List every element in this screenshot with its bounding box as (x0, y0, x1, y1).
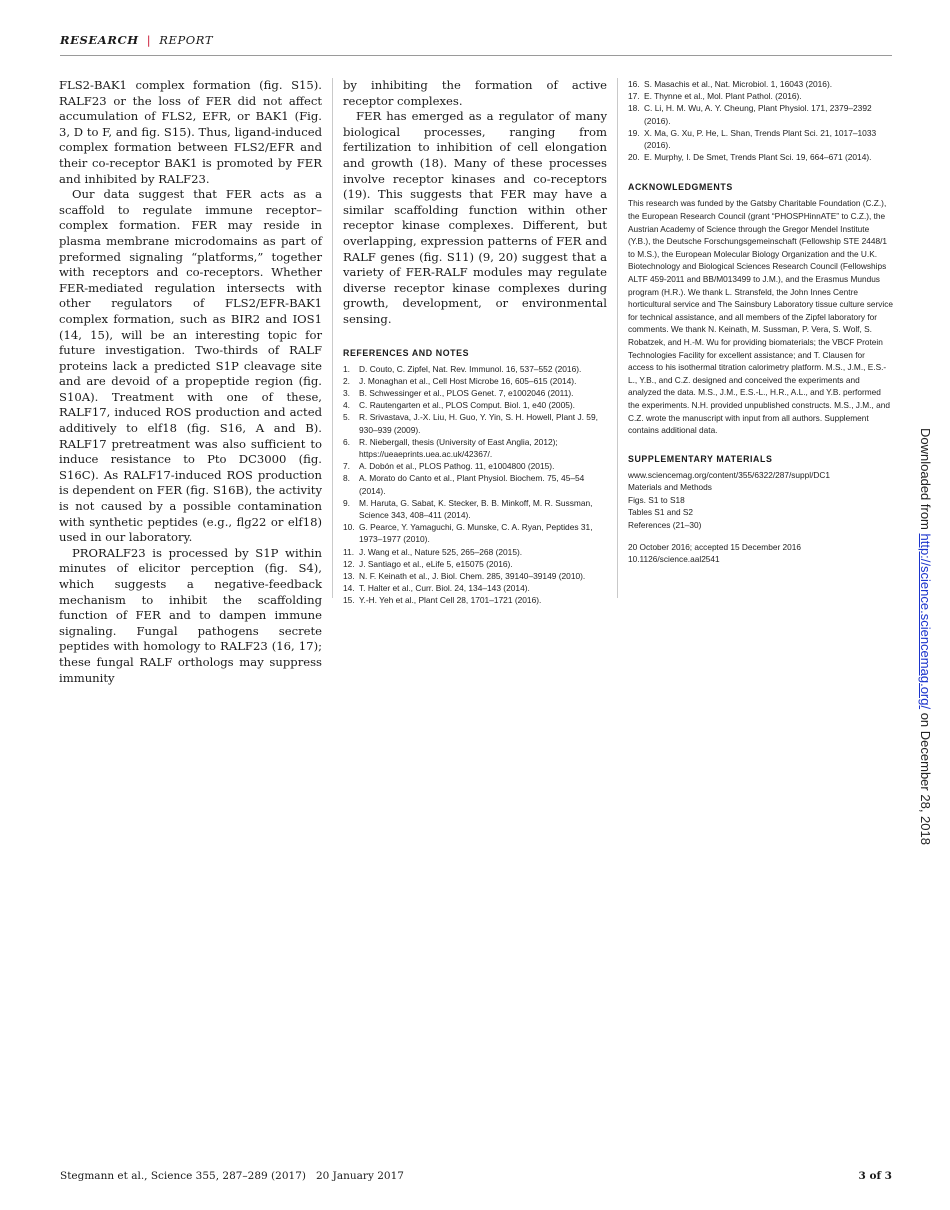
references-list (343, 363, 607, 607)
supplementary-line: Materials and Methods (628, 482, 712, 493)
page-footer (60, 1170, 892, 1182)
header-separator: | (146, 33, 152, 47)
reference-text: T. Halter et al., Curr. Biol. 24, 134–143 (2014). (359, 583, 530, 594)
footer-citation: Stegmann et al., Science 355, 287–289 (2017) (60, 1170, 306, 1182)
running-header (60, 33, 892, 56)
reference-number: 6. (343, 436, 350, 447)
reference-text: C. Rautengarten et al., PLOS Comput. Biol. 1, e40 (2005). (359, 400, 576, 411)
reference-number: 20. (628, 152, 640, 163)
reference-item (343, 399, 607, 411)
reference-number: 5. (343, 412, 350, 423)
reference-text: E. Murphy, I. De Smet, Trends Plant Sci. 19, 664–671 (2014). (644, 152, 872, 163)
reference-text: G. Pearce, Y. Yamaguchi, G. Munske, C. A. Ryan, Peptides 31, 1973–1977 (2010). (359, 522, 593, 545)
references-heading: REFERENCES AND NOTES (343, 347, 470, 358)
reference-text: R. Srivastava, J.-X. Liu, H. Guo, Y. Yin, S. H. Howell, Plant J. 59, 930–939 (2009). (359, 412, 598, 435)
reference-text: D. Couto, C. Zipfel, Nat. Rev. Immunol. 16, 537–552 (2016). (359, 363, 582, 374)
reference-text: B. Schwessinger et al., PLOS Genet. 7, e1002046 (2011). (359, 387, 574, 398)
acknowledgments-text: This research was funded by the Gatsby Charitable Foundation (C.Z.), the European Research Council (grant “PHOSPHinnATE” to C.Z.), the Austrian Academy of Science through the Gregor Mendel Institute (Y.B.), the Deutsche Forschungsgemeinschaft (Fellowship STE 2448/1 to M.S.), the European Molecular Biology Organization and the U.K. Biotechnology and Biological Sciences Research Council (Fellowships ALTF 459-2011 and BB/M013499 to J.M.), and the Erasmus Mundus program (H.R.). We thank L. Stransfeld, the John Innes Centre horticultural service and The Sainsbury Laboratory tissue culture service for technical assistance, and all members of the Zipfel laboratory for comments. We thank N. Keinath, M. Sussman, P. Vera, S. Wolf, S. Robatzek, and H.-M. Wu for providing biomaterials; the VBCF Protein Technologies Facility for excellent assistance; and T. Clausen for access to his isothermal titration calorimetry platform. M.S., J.M., E.S.-L., Y.B., and C.Z. designed and conceived the experiments and analyzed the data. M.S., J.M., E.S.-L., H.R., A.L., and Y.B. performed the experiments. N.H. provided unpublished constructs. M.S., J.M., and C.Z. wrote the manuscript with input from all authors. Supplement contains additional data. (628, 198, 894, 436)
reference-text: Y.-H. Yeh et al., Plant Cell 28, 1701–1721 (2016). (359, 595, 542, 606)
reference-number: 7. (343, 461, 350, 472)
supplementary-url[interactable]: www.sciencemag.org/content/355/6322/287/suppl/DC1 (628, 469, 831, 480)
reference-number: 8. (343, 473, 350, 484)
page-number: 3 of 3 (858, 1170, 892, 1182)
reference-text: J. Wang et al., Nature 525, 265–268 (2015). (359, 546, 523, 557)
supplementary-line: References (21–30) (628, 520, 702, 531)
reference-text: A. Morato do Canto et al., Plant Physiol. Biochem. 75, 45–54 (2014). (359, 473, 585, 496)
reference-item (343, 411, 607, 435)
supplementary-line: Figs. S1 to S18 (628, 494, 685, 505)
supplementary-line: Tables S1 and S2 (628, 507, 694, 518)
body-paragraph: PRORALF23 is processed by S1P within minutes of elicitor perception (fig. S4), which suggests a negative-feedback mechanism to inhibit the scaffolding function of FER and to dampen immune signaling. Fungal pathogens secrete peptides with homology to RALF23 (16, 17); these fungal RALF orthologs may suppress immunity (59, 545, 322, 685)
reference-item (343, 460, 607, 472)
reference-item (343, 375, 607, 387)
header-section: RESEARCH (60, 33, 139, 47)
reference-number: 13. (343, 570, 355, 581)
download-prefix: Downloaded from (918, 428, 933, 534)
body-column-3 (628, 78, 893, 566)
reference-item (343, 521, 607, 545)
reference-text: J. Monaghan et al., Cell Host Microbe 16, 605–615 (2014). (359, 375, 577, 386)
column-divider (617, 78, 618, 598)
received-accepted-dates: 20 October 2016; accepted 15 December 2016 (628, 541, 801, 552)
references-list-continued (628, 78, 893, 163)
reference-text: N. F. Keinath et al., J. Biol. Chem. 285, 39140–39149 (2010). (359, 570, 586, 581)
reference-number: 17. (628, 91, 640, 102)
reference-number: 2. (343, 375, 350, 386)
reference-number: 14. (343, 583, 355, 594)
doi[interactable]: 10.1126/science.aal2541 (628, 554, 720, 565)
reference-item (628, 90, 893, 102)
reference-item (628, 127, 893, 151)
reference-text: A. Dobón et al., PLOS Pathog. 11, e1004800 (2015). (359, 461, 555, 472)
reference-number: 4. (343, 400, 350, 411)
reference-item (628, 151, 893, 163)
reference-text: C. Li, H. M. Wu, A. Y. Cheung, Plant Physiol. 171, 2379–2392 (2016). (644, 103, 872, 126)
reference-text: R. Niebergall, thesis (University of East Anglia, 2012); https://ueaeprints.uea.ac.uk/42367/. (359, 436, 558, 459)
reference-number: 1. (343, 363, 350, 374)
reference-text: J. Santiago et al., eLife 5, e15075 (2016). (359, 558, 513, 569)
body-paragraph: Our data suggest that FER acts as a scaffold to regulate immune receptor–complex formation. FER may reside in plasma membrane microdomains as part of preformed signaling “platforms,” together with receptors and co-receptors. Whether FER-mediated regulation intersects with other regulators of FLS2/EFR-BAK1 complex formation, such as BIR2 and IOS1 (14, 15), will be an interesting topic for future investigation. Two-thirds of RALF proteins lack a predicted S1P cleavage site and are devoid of a propeptide region (fig. S10A). Treatment with one of these, RALF17, induced ROS production and acted additively to elf18 (fig. S16, A and B). RALF17 pretreatment was also sufficient to induce resistance to Pto DC3000 (fig. S16C). As RALF17-induced ROS production is dependent on FER (fig. S16B), the activity is not caused by a possible contamination with synthetic peptides (e.g., flg22 or elf18) used in our laboratory. (59, 187, 322, 545)
reference-number: 10. (343, 522, 355, 533)
reference-number: 19. (628, 127, 640, 138)
download-side-note (918, 428, 933, 845)
body-column-1 (59, 78, 322, 686)
reference-item (343, 570, 607, 582)
download-suffix: on December 28, 2018 (918, 709, 933, 845)
reference-item (343, 558, 607, 570)
reference-item (343, 497, 607, 521)
reference-item (343, 472, 607, 496)
header-subsection: REPORT (159, 33, 214, 47)
column-divider (332, 78, 333, 598)
reference-item (343, 546, 607, 558)
reference-item (343, 594, 607, 606)
body-column-2 (343, 78, 607, 607)
reference-number: 9. (343, 497, 350, 508)
reference-item (628, 78, 893, 90)
reference-item (343, 436, 607, 460)
reference-number: 18. (628, 103, 640, 114)
download-link[interactable]: http://science.sciencemag.org/ (918, 533, 933, 710)
reference-text: M. Haruta, G. Sabat, K. Stecker, B. B. Minkoff, M. R. Sussman, Science 343, 408–411 (2014). (359, 497, 593, 520)
reference-item (343, 582, 607, 594)
reference-item (628, 102, 893, 126)
reference-number: 11. (343, 546, 355, 557)
reference-text: E. Thynne et al., Mol. Plant Pathol. (2016). (644, 91, 802, 102)
reference-text: X. Ma, G. Xu, P. He, L. Shan, Trends Plant Sci. 21, 1017–1033 (2016). (644, 127, 877, 151)
reference-item (343, 363, 607, 375)
body-paragraph: FLS2-BAK1 complex formation (fig. S15). RALF23 or the loss of FER did not affect accumulation of FLS2, EFR, or BAK1 (Fig. 3, D to F, and fig. S15). Thus, ligand-induced complex formation between FLS2/EFR and their co-receptor BAK1 is promoted by FER and inhibited by RALF23. (59, 78, 322, 186)
reference-item (343, 387, 607, 399)
supplementary-heading: SUPPLEMENTARY MATERIALS (628, 453, 773, 464)
reference-number: 12. (343, 558, 355, 569)
acknowledgments-heading: ACKNOWLEDGMENTS (628, 182, 733, 193)
reference-text: S. Masachis et al., Nat. Microbiol. 1, 16043 (2016). (644, 79, 833, 89)
body-paragraph: FER has emerged as a regulator of many biological processes, ranging from fertilization to inhibition of cell elongation and growth (18). Many of these processes involve receptor kinases and co-receptors (19). This suggests that FER may have a similar scaffolding function within other receptor kinase complexes. Different, but overlapping, expression patterns of FER and RALF genes (fig. S11) (9, 20) suggest that a variety of FER-RALF modules may regulate diverse receptor kinase complexes during growth, development, or environmental sensing. (343, 109, 607, 326)
reference-number: 16. (628, 79, 640, 89)
footer-date: 20 January 2017 (315, 1170, 404, 1182)
reference-number: 3. (343, 387, 350, 398)
reference-number: 15. (343, 595, 355, 606)
body-paragraph: by inhibiting the formation of active receptor complexes. (343, 78, 607, 108)
